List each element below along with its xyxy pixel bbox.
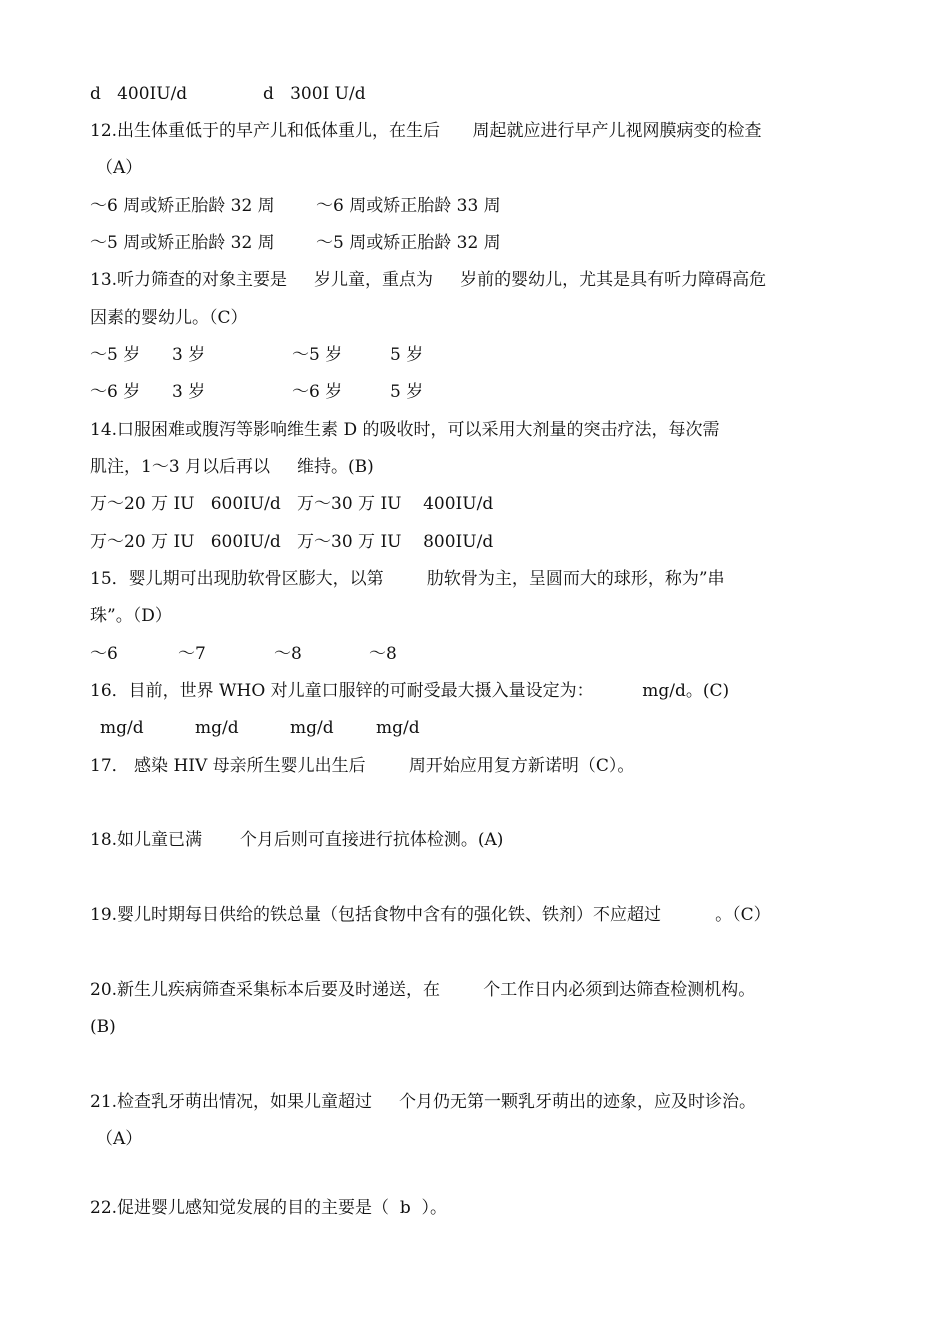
option-text: d 300I U/d bbox=[263, 84, 366, 104]
option-text: ～8 bbox=[274, 644, 302, 664]
question-13: 13.听力筛查的对象主要是 岁儿童，重点为 岁前的婴幼儿，尤其是具有听力障碍高危 bbox=[90, 270, 767, 290]
option-text: mg/d bbox=[376, 718, 420, 738]
question-15: 15．婴儿期可出现肋软骨区膨大，以第 肋软骨为主，呈圆而大的球形，称为”串 bbox=[90, 569, 725, 589]
question-21: 21.检查乳牙萌出情况，如果儿童超过 个月仍无第一颗乳牙萌出的迹象，应及时诊治。 bbox=[90, 1092, 757, 1112]
option-text: 5 岁 bbox=[390, 345, 424, 365]
option-text: mg/d bbox=[195, 718, 239, 738]
question-18: 18.如儿童已满 个月后则可直接进行抗体检测。(A) bbox=[90, 830, 504, 850]
question-14: 14.口服困难或腹泻等影响维生素 D 的吸收时，可以采用大剂量的突击疗法，每次需 bbox=[90, 420, 720, 440]
option-text: 5 岁 bbox=[390, 382, 424, 402]
option-text: ～5 周或矫正胎龄 32 周 bbox=[90, 233, 275, 253]
question-12: 12.出生体重低于的早产儿和低体重儿，在生后 周起就应进行早产儿视网膜病变的检查 bbox=[90, 121, 762, 141]
option-text: ～6 岁 bbox=[90, 382, 141, 402]
option-text: 3 岁 bbox=[172, 345, 206, 365]
question-19: 19.婴儿时期每日供给的铁总量（包括食物中含有的强化铁、铁剂）不应超过 。（C） bbox=[90, 905, 771, 925]
option-text: ～6 bbox=[90, 644, 118, 664]
question-16: 16．目前，世界 WHO 对儿童口服锌的可耐受最大摄入量设定为： mg/d。(C) bbox=[90, 681, 730, 701]
question-17: 17． 感染 HIV 母亲所生婴儿出生后 周开始应用复方新诺明（C）。 bbox=[90, 756, 635, 776]
option-text: ～5 周或矫正胎龄 32 周 bbox=[316, 233, 501, 253]
option-text: ～7 bbox=[178, 644, 206, 664]
answer-12: （A） bbox=[96, 158, 143, 178]
option-text: ～5 岁 bbox=[90, 345, 141, 365]
answer-21: （A） bbox=[96, 1129, 143, 1149]
option-text: ～6 岁 bbox=[292, 382, 343, 402]
question-22: 22.促进婴儿感知觉发展的目的主要是（ b ）。 bbox=[90, 1198, 448, 1218]
answer-20: (B) bbox=[90, 1017, 116, 1037]
option-text: d 400IU/d bbox=[90, 84, 188, 104]
question-13-cont: 因素的婴幼儿。（C） bbox=[90, 308, 248, 328]
option-text: ～6 周或矫正胎龄 33 周 bbox=[316, 196, 501, 216]
option-text: mg/d bbox=[290, 718, 334, 738]
option-text: ～6 周或矫正胎龄 32 周 bbox=[90, 196, 275, 216]
option-text: 3 岁 bbox=[172, 382, 206, 402]
option-text: ～8 bbox=[369, 644, 397, 664]
question-20: 20.新生儿疾病筛查采集标本后要及时递送，在 个工作日内必须到达筛查检测机构。 bbox=[90, 980, 756, 1000]
question-15-cont: 珠”。（D） bbox=[90, 606, 172, 626]
option-row: 万～20 万 IU 600IU/d 万～30 万 IU 800IU/d bbox=[90, 532, 494, 552]
option-text: mg/d bbox=[100, 718, 144, 738]
question-14-cont: 肌注，1～3 月以后再以 维持。(B) bbox=[90, 457, 374, 477]
option-text: ～5 岁 bbox=[292, 345, 343, 365]
option-row: 万～20 万 IU 600IU/d 万～30 万 IU 400IU/d bbox=[90, 494, 494, 514]
